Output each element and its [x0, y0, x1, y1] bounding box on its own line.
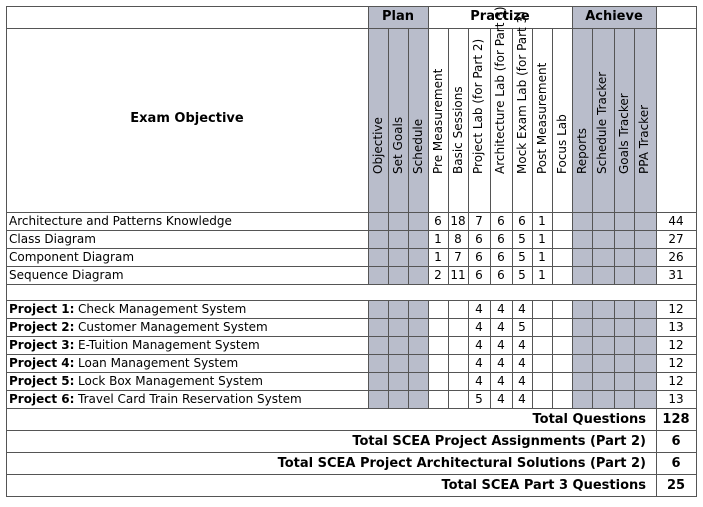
value-cell [388, 266, 409, 285]
value-cell [634, 372, 657, 391]
value-cell [448, 336, 469, 355]
value-cell [408, 390, 429, 409]
value-pre: 1 [434, 250, 442, 264]
column-header: Mock Exam Lab (for Part 3) [515, 11, 529, 174]
value-cell [614, 336, 635, 355]
total-header-cell [656, 28, 697, 213]
value-mock: 4 [518, 392, 526, 406]
value-cell [552, 318, 573, 337]
value-cell [448, 318, 469, 337]
column-header: Focus Lab [555, 114, 569, 174]
value-cell [368, 390, 389, 409]
row-total: 31 [668, 268, 684, 282]
project-label: Check Management System [78, 302, 247, 316]
value-cell [368, 336, 389, 355]
value-cell [388, 300, 409, 319]
value-cell [388, 372, 409, 391]
summary-value: 128 [662, 412, 690, 427]
section-spacer [6, 284, 697, 301]
value-cell [552, 212, 573, 231]
summary-value: 6 [671, 456, 681, 471]
value-pre: 1 [434, 232, 442, 246]
value-cell [592, 354, 615, 373]
value-cell [428, 390, 449, 409]
project-prefix: Project 6: [9, 392, 75, 406]
column-header: Objective [371, 117, 385, 174]
project-prefix: Project 1: [9, 302, 75, 316]
objective-label: Class Diagram [9, 232, 96, 246]
value-arch: 6 [497, 232, 505, 246]
value-arch: 4 [497, 356, 505, 370]
value-cell [368, 266, 389, 285]
value-cell [614, 318, 635, 337]
value-cell [368, 212, 389, 231]
project-prefix: Project 4: [9, 356, 75, 370]
value-proj: 4 [475, 338, 483, 352]
value-proj: 4 [475, 374, 483, 388]
summary-value: 25 [666, 478, 686, 493]
value-basic: 8 [454, 232, 462, 246]
value-cell [592, 266, 615, 285]
value-cell [634, 230, 657, 249]
value-cell [532, 336, 553, 355]
project-label: Customer Management System [78, 320, 268, 334]
value-cell [388, 248, 409, 267]
project-prefix: Project 2: [9, 320, 75, 334]
value-cell [388, 336, 409, 355]
group-label: Plan [381, 9, 414, 24]
value-pre: 2 [434, 268, 442, 282]
value-post: 1 [538, 214, 546, 228]
value-proj: 6 [475, 268, 483, 282]
column-header: Project Lab (for Part 2) [471, 38, 485, 174]
value-cell [552, 266, 573, 285]
value-basic: 18 [450, 214, 466, 228]
value-cell [368, 318, 389, 337]
column-header: Schedule [411, 118, 425, 174]
value-post: 1 [538, 268, 546, 282]
project-label: E-Tuition Management System [78, 338, 260, 352]
value-mock: 5 [518, 232, 526, 246]
project-label: Travel Card Train Reservation System [78, 392, 302, 406]
value-cell [552, 372, 573, 391]
value-post: 1 [538, 250, 546, 264]
row-total: 44 [668, 214, 684, 228]
value-cell [572, 318, 593, 337]
value-cell [572, 248, 593, 267]
value-cell [634, 248, 657, 267]
value-cell [552, 248, 573, 267]
value-mock: 6 [518, 214, 526, 228]
group-label: Practize [470, 9, 530, 24]
value-cell [634, 212, 657, 231]
value-cell [408, 354, 429, 373]
value-mock: 5 [518, 268, 526, 282]
value-cell [428, 300, 449, 319]
value-proj: 5 [475, 392, 483, 406]
value-cell [368, 354, 389, 373]
value-cell [614, 300, 635, 319]
objective-label: Component Diagram [9, 250, 135, 264]
value-arch: 6 [497, 214, 505, 228]
value-proj: 7 [475, 214, 483, 228]
value-arch: 4 [497, 392, 505, 406]
value-mock: 5 [518, 320, 526, 334]
value-cell [532, 300, 553, 319]
value-cell [592, 372, 615, 391]
row-total: 12 [668, 338, 684, 352]
summary-label: Total SCEA Part 3 Questions [441, 478, 646, 493]
value-cell [634, 266, 657, 285]
value-cell [614, 354, 635, 373]
column-header: Schedule Tracker [595, 71, 609, 174]
value-proj: 4 [475, 356, 483, 370]
value-cell [532, 318, 553, 337]
row-total: 12 [668, 302, 684, 316]
value-cell [428, 372, 449, 391]
summary-label: Total SCEA Project Assignments (Part 2) [352, 434, 646, 449]
value-cell [572, 266, 593, 285]
value-cell [552, 390, 573, 409]
value-cell [634, 300, 657, 319]
value-cell [634, 336, 657, 355]
value-cell [552, 300, 573, 319]
value-mock: 4 [518, 302, 526, 316]
value-cell [572, 372, 593, 391]
value-cell [592, 212, 615, 231]
value-proj: 4 [475, 320, 483, 334]
value-pre: 6 [434, 214, 442, 228]
value-cell [634, 390, 657, 409]
value-cell [448, 372, 469, 391]
objective-label: Architecture and Patterns Knowledge [9, 214, 232, 228]
value-cell [388, 230, 409, 249]
column-header: Post Measurement [535, 62, 549, 174]
value-cell [428, 336, 449, 355]
value-cell [532, 372, 553, 391]
value-arch: 4 [497, 374, 505, 388]
row-total: 26 [668, 250, 684, 264]
project-prefix: Project 5: [9, 374, 75, 388]
value-arch: 6 [497, 268, 505, 282]
value-cell [552, 230, 573, 249]
value-cell [448, 300, 469, 319]
value-cell [408, 336, 429, 355]
value-cell [428, 354, 449, 373]
value-cell [572, 336, 593, 355]
value-cell [408, 266, 429, 285]
value-cell [592, 230, 615, 249]
value-arch: 4 [497, 302, 505, 316]
objective-label: Sequence Diagram [9, 268, 124, 282]
value-cell [408, 248, 429, 267]
value-cell [408, 300, 429, 319]
column-header: Pre Measurement [431, 68, 445, 174]
group-header-total-blank [656, 6, 697, 29]
value-basic: 7 [454, 250, 462, 264]
value-cell [592, 300, 615, 319]
column-header-cell [572, 28, 593, 213]
group-label: Achieve [585, 9, 643, 24]
value-cell [614, 372, 635, 391]
value-cell [368, 230, 389, 249]
row-total: 13 [668, 392, 684, 406]
value-cell [368, 372, 389, 391]
project-label: Lock Box Management System [78, 374, 263, 388]
summary-label: Total Questions [532, 412, 646, 427]
value-cell [408, 230, 429, 249]
value-mock: 4 [518, 356, 526, 370]
column-header: Set Goals [391, 116, 405, 174]
column-header: Reports [575, 127, 589, 174]
value-cell [592, 390, 615, 409]
value-proj: 6 [475, 232, 483, 246]
value-cell [592, 318, 615, 337]
value-mock: 5 [518, 250, 526, 264]
summary-label: Total SCEA Project Architectural Solutions (Part 2) [277, 456, 646, 471]
project-prefix: Project 3: [9, 338, 75, 352]
value-cell [614, 248, 635, 267]
row-total: 12 [668, 356, 684, 370]
value-arch: 4 [497, 338, 505, 352]
value-cell [614, 266, 635, 285]
value-cell [572, 390, 593, 409]
value-cell [428, 318, 449, 337]
value-cell [572, 230, 593, 249]
value-cell [572, 212, 593, 231]
value-cell [532, 354, 553, 373]
value-cell [388, 212, 409, 231]
value-cell [552, 354, 573, 373]
summary-value: 6 [671, 434, 681, 449]
value-cell [614, 390, 635, 409]
column-header: Architecture Lab (for Part 3) [493, 6, 507, 174]
value-cell [532, 390, 553, 409]
value-cell [408, 212, 429, 231]
value-cell [368, 248, 389, 267]
value-mock: 4 [518, 374, 526, 388]
column-header: PPA Tracker [637, 104, 651, 174]
column-header: Basic Sessions [451, 86, 465, 174]
value-cell [552, 336, 573, 355]
value-cell [448, 390, 469, 409]
value-cell [408, 372, 429, 391]
value-cell [448, 354, 469, 373]
group-header-blank [6, 6, 369, 29]
value-cell [572, 300, 593, 319]
value-proj: 6 [475, 250, 483, 264]
value-cell [368, 300, 389, 319]
value-mock: 4 [518, 338, 526, 352]
row-total: 12 [668, 374, 684, 388]
value-post: 1 [538, 232, 546, 246]
value-cell [388, 354, 409, 373]
value-cell [634, 354, 657, 373]
row-total: 13 [668, 320, 684, 334]
value-cell [634, 318, 657, 337]
value-cell [388, 390, 409, 409]
value-basic: 11 [450, 268, 466, 282]
value-cell [592, 336, 615, 355]
value-proj: 4 [475, 302, 483, 316]
value-cell [572, 354, 593, 373]
project-label: Loan Management System [78, 356, 239, 370]
value-cell [388, 318, 409, 337]
value-cell [592, 248, 615, 267]
row-total: 27 [668, 232, 684, 246]
value-cell [408, 318, 429, 337]
value-arch: 6 [497, 250, 505, 264]
value-cell [614, 212, 635, 231]
value-arch: 4 [497, 320, 505, 334]
column-header: Goals Tracker [617, 93, 631, 174]
exam-objective-header: Exam Objective [130, 111, 244, 126]
value-cell [614, 230, 635, 249]
